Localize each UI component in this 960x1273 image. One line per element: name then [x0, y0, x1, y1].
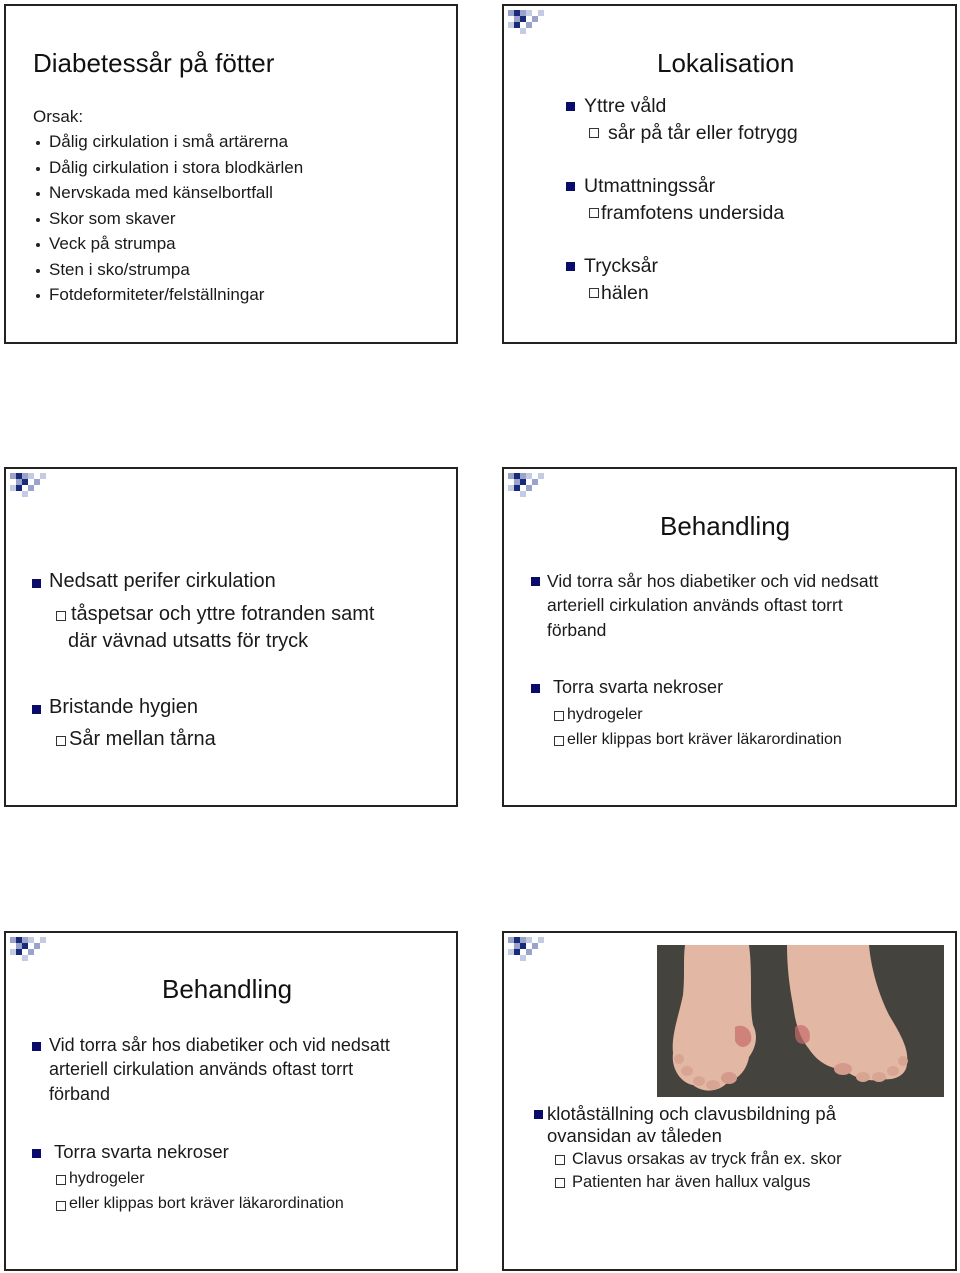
- list-item: Dålig cirkulation i små artärerna: [49, 132, 289, 151]
- paragraph-line: arteriell cirkulation används oftast torrt: [49, 1059, 354, 1079]
- hollow-square-icon: [56, 611, 66, 621]
- bullet-square-icon: [566, 102, 575, 111]
- list-item: Trycksår: [584, 255, 659, 277]
- slide-corner-decoration: [6, 933, 66, 965]
- list-item: Utmattningssår: [584, 175, 716, 197]
- slide-corner-decoration: [6, 469, 66, 501]
- bullet-square-icon: [32, 705, 41, 714]
- bullet-square-icon: [531, 684, 540, 693]
- list-item: Bristande hygien: [49, 696, 198, 718]
- slide-corner-decoration: [504, 6, 564, 38]
- bullet-dot: [36, 243, 40, 247]
- list-item: Veck på strumpa: [49, 234, 176, 253]
- sub-item: tåspetsar och yttre fotranden samt: [71, 603, 375, 625]
- bullet-square-icon: [531, 577, 540, 586]
- paragraph-line: förband: [49, 1084, 111, 1104]
- hollow-square-icon: [589, 288, 599, 298]
- bullet-square-icon: [566, 182, 575, 191]
- paragraph-line: Vid torra sår hos diabetiker och vid nedsatt: [547, 571, 879, 591]
- bullet-dot: [36, 294, 40, 298]
- list-item: Skor som skaver: [49, 209, 176, 228]
- list-item: Nervskada med känselbortfall: [49, 183, 273, 202]
- bullet-square-icon: [32, 579, 41, 588]
- bullet-dot: [36, 218, 40, 222]
- hollow-square-icon: [56, 1201, 66, 1211]
- sub-item: framfotens undersida: [601, 202, 785, 224]
- sub-item: Clavus orsakas av tryck från ex. skor: [572, 1150, 842, 1168]
- slide-4: [502, 467, 957, 807]
- sub-item: Sår mellan tårna: [69, 728, 216, 750]
- sub-item-continued: där vävnad utsatts för tryck: [68, 630, 309, 652]
- bullet-dot: [36, 192, 40, 196]
- slide-6: [502, 931, 957, 1271]
- hollow-square-icon: [56, 1175, 66, 1185]
- sub-item: eller klippas bort kräver läkarordination: [69, 1195, 344, 1212]
- slide-2-title: Lokalisation: [657, 48, 795, 78]
- slide-corner-decoration: [504, 469, 564, 501]
- slide-1-title: Diabetessår på fötter: [33, 48, 275, 78]
- paragraph-line: klotåställning och clavusbildning på: [547, 1103, 836, 1124]
- sub-item: sår på tår eller fotrygg: [608, 122, 798, 144]
- sub-item: hydrogeler: [567, 706, 643, 723]
- list-item: Nedsatt perifer cirkulation: [49, 570, 276, 592]
- hollow-square-icon: [554, 736, 564, 746]
- bullet-square-icon: [32, 1149, 41, 1158]
- slide-5-title: Behandling: [162, 974, 293, 1004]
- slide-3: [4, 467, 458, 807]
- bullet-square-icon: [566, 262, 575, 271]
- feet-photo: [657, 945, 944, 1097]
- slide-1: [4, 4, 458, 344]
- slide-2: [502, 4, 957, 344]
- list-item: Yttre våld: [584, 95, 667, 117]
- paragraph-line: arteriell cirkulation används oftast torrt: [547, 595, 843, 615]
- sub-item: hälen: [601, 282, 649, 304]
- sub-item: hydrogeler: [69, 1170, 145, 1187]
- paragraph-line: ovansidan av tåleden: [547, 1125, 722, 1146]
- bullet-dot: [36, 167, 40, 171]
- list-item: Torra svarta nekroser: [54, 1141, 229, 1162]
- bullet-square-icon: [32, 1042, 41, 1051]
- paragraph-line: förband: [547, 620, 607, 640]
- cause-label: Orsak:: [33, 107, 84, 126]
- slide-5: [4, 931, 458, 1271]
- list-item: Dålig cirkulation i stora blodkärlen: [49, 158, 304, 177]
- slide-corner-decoration: [504, 933, 564, 965]
- hollow-square-icon: [56, 736, 66, 746]
- list-item: Sten i sko/strumpa: [49, 260, 190, 279]
- hollow-square-icon: [554, 711, 564, 721]
- list-item: Fotdeformiteter/felställningar: [49, 285, 265, 304]
- hollow-square-icon: [589, 128, 599, 138]
- slide-4-title: Behandling: [660, 511, 791, 541]
- paragraph-line: Vid torra sår hos diabetiker och vid nedsatt: [49, 1035, 390, 1055]
- bullet-square-icon: [534, 1110, 543, 1119]
- sub-item: Patienten har även hallux valgus: [572, 1173, 811, 1191]
- bullet-dot: [36, 141, 40, 145]
- hollow-square-icon: [589, 208, 599, 218]
- hollow-square-icon: [555, 1178, 565, 1188]
- list-item: Torra svarta nekroser: [553, 677, 724, 697]
- hollow-square-icon: [555, 1155, 565, 1165]
- sub-item: eller klippas bort kräver läkarordination: [567, 731, 842, 748]
- bullet-dot: [36, 269, 40, 273]
